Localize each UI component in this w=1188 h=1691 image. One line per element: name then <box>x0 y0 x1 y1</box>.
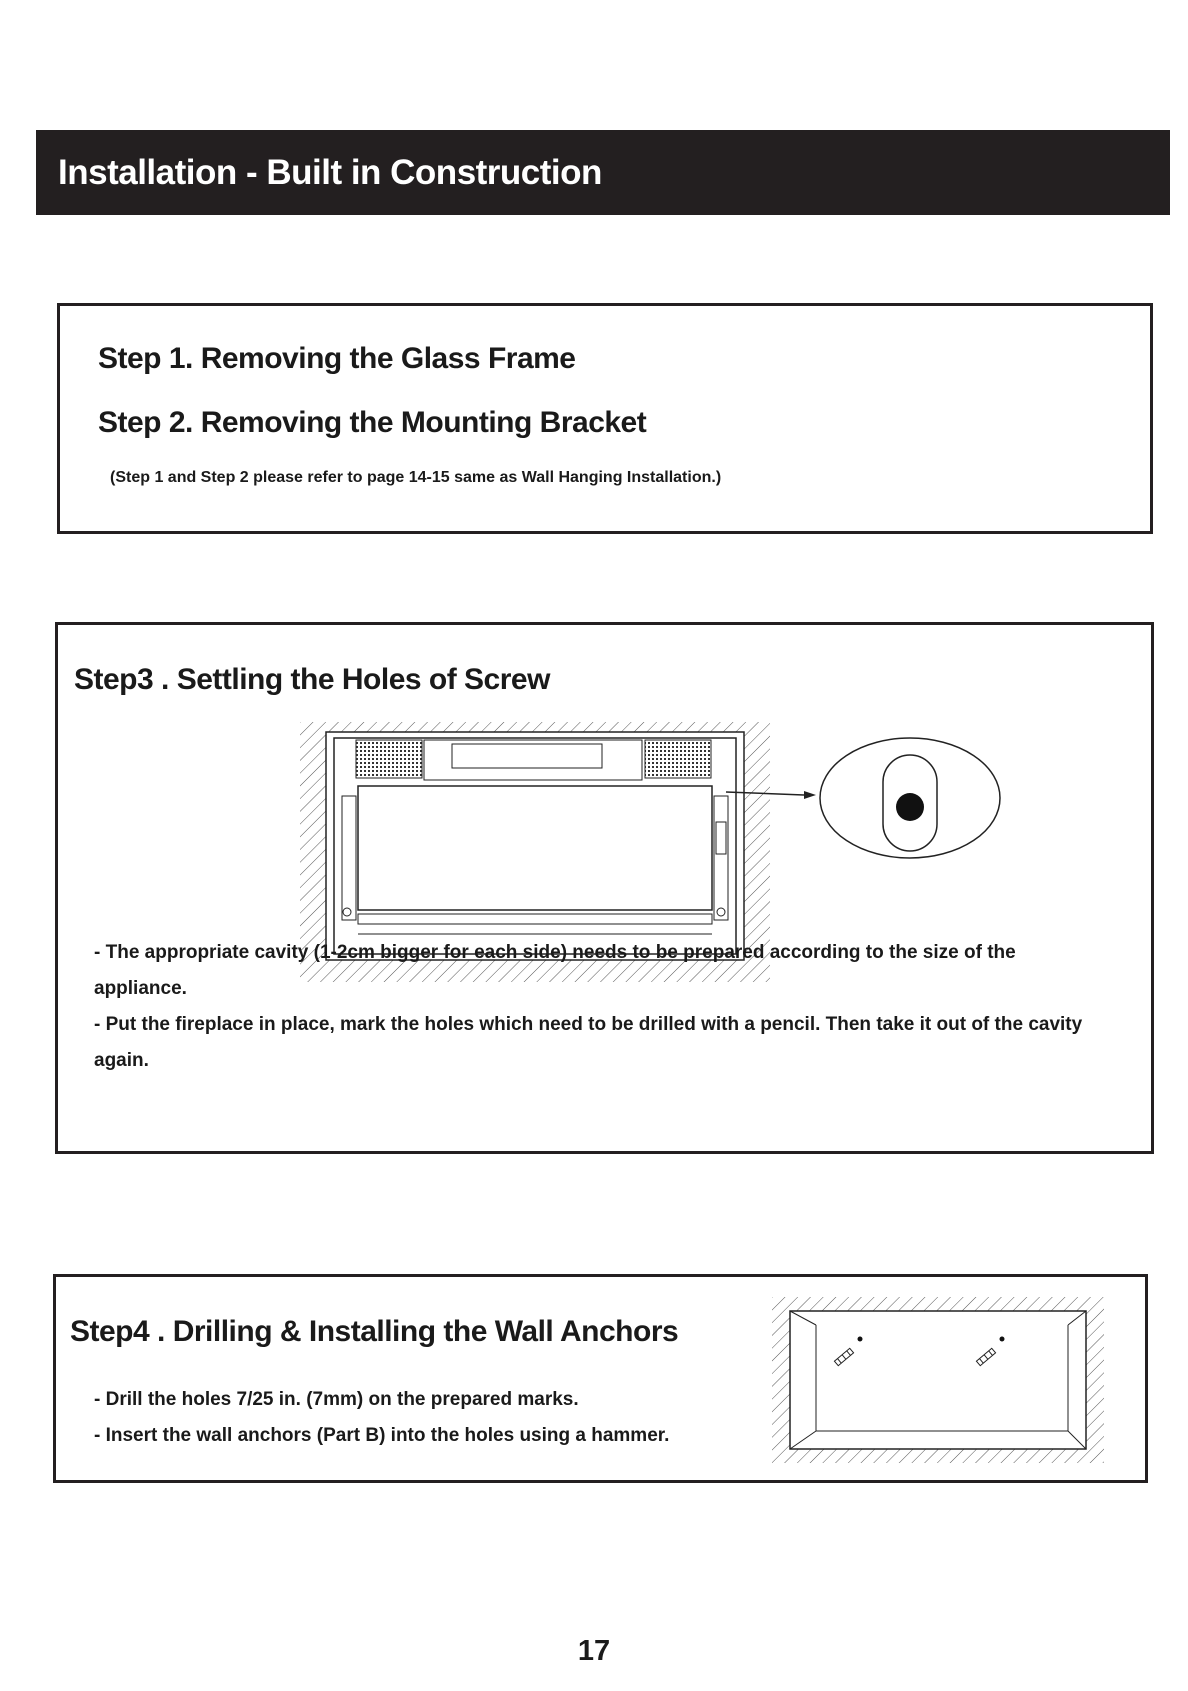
wall-anchor-illustration <box>772 1297 1104 1463</box>
step3-paragraph-1: - The appropriate cavity (1-2cm bigger for each side) needs to be prepared according to the size of the appliance. <box>94 942 1016 999</box>
section-header-bar <box>36 130 1170 215</box>
step3-paragraph-2: - Put the fireplace in place, mark the holes which need to be drilled with a pencil. Then take it out of the cavity again. <box>94 1014 1083 1071</box>
step4-bullet-1: - Drill the holes 7/25 in. (7mm) on the prepared marks. <box>94 1389 579 1410</box>
drill-hole-marker <box>858 1337 863 1342</box>
drill-hole-marker <box>1000 1337 1005 1342</box>
step1-2-box <box>57 303 1153 534</box>
section-title: Installation - Built in Construction <box>58 152 602 192</box>
step4-bullet-2: - Insert the wall anchors (Part B) into the holes using a hammer. <box>94 1425 670 1446</box>
step2-reference-note: (Step 1 and Step 2 please refer to page 14-15 same as Wall Hanging Installation.) <box>110 469 722 486</box>
step3-heading: Step3 . Settling the Holes of Screw <box>74 663 550 696</box>
screw-hole-detail-illustration <box>724 737 1004 877</box>
step4-heading: Step4 . Drilling & Installing the Wall Anchors <box>70 1315 679 1348</box>
step3-instructions <box>94 935 1104 1079</box>
step2-heading: Step 2. Removing the Mounting Bracket <box>98 406 647 439</box>
step4-box <box>53 1274 1148 1483</box>
step3-box <box>55 622 1154 1154</box>
pointer-arrow-head <box>804 791 816 799</box>
step1-heading: Step 1. Removing the Glass Frame <box>98 342 576 375</box>
pointer-arrow-line <box>726 792 804 795</box>
screw-hole-marker <box>896 793 924 821</box>
page-number: 17 <box>577 1635 611 1667</box>
